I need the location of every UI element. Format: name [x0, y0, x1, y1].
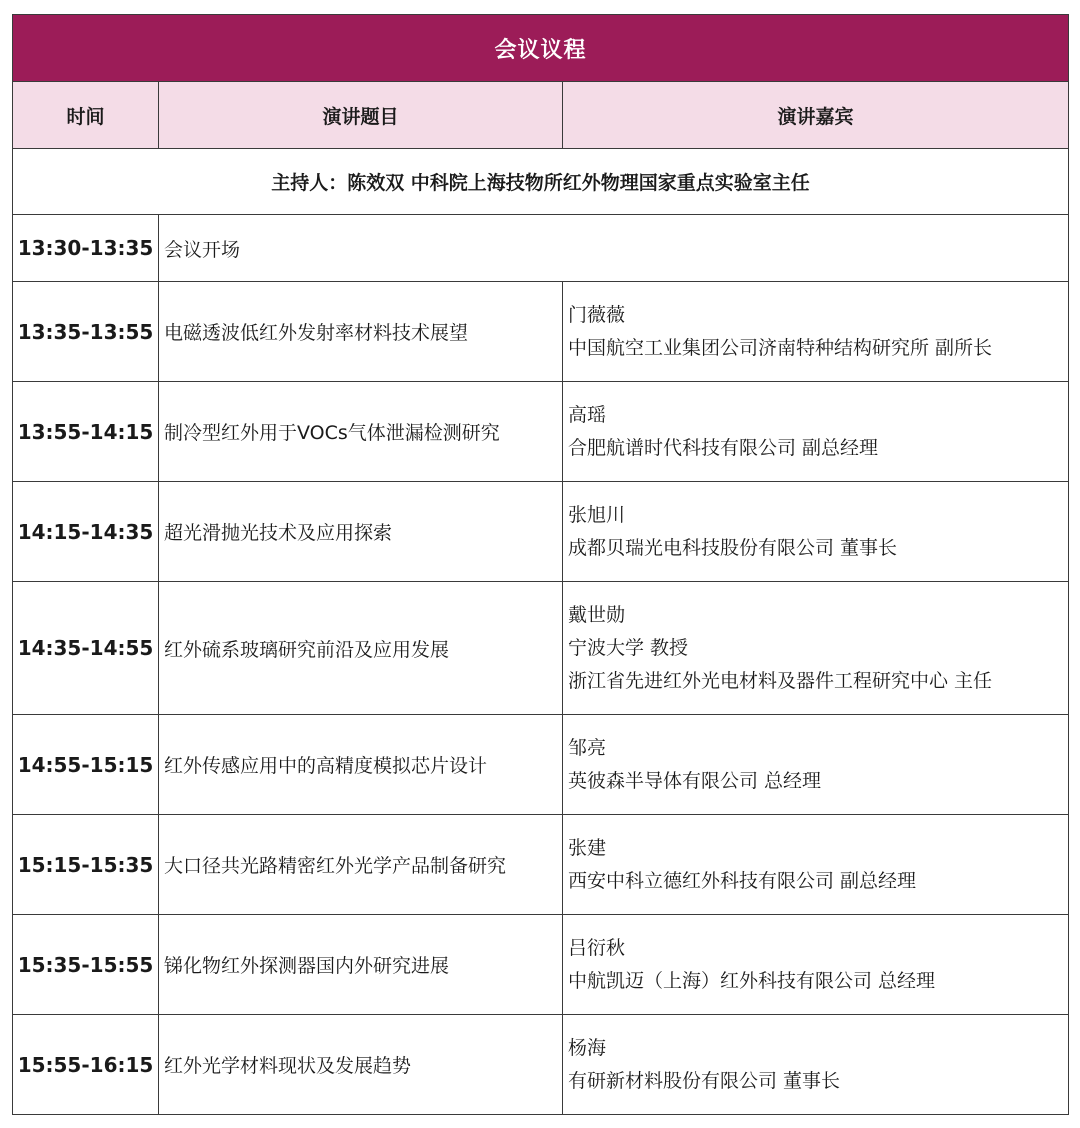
session-time: 15:15-15:35 — [13, 815, 159, 915]
session-row — [13, 1015, 1069, 1115]
speaker-affiliation: 西安中科立德红外科技有限公司 副总经理 — [568, 869, 917, 892]
host-text: 主持人：陈效双 中科院上海技物所红外物理国家重点实验室主任 — [13, 149, 1069, 215]
speaker-name: 邹亮 — [568, 736, 607, 759]
header-speaker: 演讲嘉宾 — [563, 82, 1069, 149]
session-speaker — [563, 582, 1069, 715]
session-speaker — [563, 915, 1069, 1015]
header-time: 时间 — [13, 82, 159, 149]
speaker-affiliation: 中航凯迈（上海）红外科技有限公司 总经理 — [568, 969, 936, 992]
title-row — [13, 15, 1069, 82]
speaker-affiliation: 浙江省先进红外光电材料及器件工程研究中心 主任 — [568, 669, 993, 692]
session-time: 14:15-14:35 — [13, 482, 159, 582]
session-row — [13, 482, 1069, 582]
speaker-affiliation: 宁波大学 教授 — [568, 636, 689, 659]
speaker-affiliation: 英彼森半导体有限公司 总经理 — [568, 769, 822, 792]
opening-time: 13:30-13:35 — [13, 215, 159, 282]
session-topic: 大口径共光路精密红外光学产品制备研究 — [159, 815, 563, 915]
speaker-name: 张建 — [568, 836, 607, 859]
session-time: 15:35-15:55 — [13, 915, 159, 1015]
session-topic: 红外光学材料现状及发展趋势 — [159, 1015, 563, 1115]
header-row — [13, 82, 1069, 149]
speaker-name: 门薇薇 — [568, 303, 626, 326]
session-time: 13:35-13:55 — [13, 282, 159, 382]
host-row — [13, 149, 1069, 215]
speaker-name: 吕衍秋 — [568, 936, 626, 959]
header-topic: 演讲题目 — [159, 82, 563, 149]
session-row — [13, 715, 1069, 815]
session-speaker — [563, 282, 1069, 382]
session-topic: 锑化物红外探测器国内外研究进展 — [159, 915, 563, 1015]
session-topic: 超光滑抛光技术及应用探索 — [159, 482, 563, 582]
speaker-affiliation: 中国航空工业集团公司济南特种结构研究所 副所长 — [568, 336, 993, 359]
session-speaker — [563, 382, 1069, 482]
speaker-affiliation: 合肥航谱时代科技有限公司 副总经理 — [568, 436, 879, 459]
agenda-table — [12, 14, 1069, 1115]
session-row — [13, 582, 1069, 715]
agenda-title: 会议议程 — [13, 15, 1069, 82]
sessions-body — [13, 282, 1069, 1115]
session-row — [13, 382, 1069, 482]
session-time: 15:55-16:15 — [13, 1015, 159, 1115]
speaker-name: 高瑶 — [568, 403, 607, 426]
session-topic: 红外硫系玻璃研究前沿及应用发展 — [159, 582, 563, 715]
session-row — [13, 282, 1069, 382]
session-speaker — [563, 815, 1069, 915]
speaker-affiliation: 成都贝瑞光电科技股份有限公司 董事长 — [568, 536, 898, 559]
speaker-name: 戴世勋 — [568, 603, 626, 626]
session-topic: 红外传感应用中的高精度模拟芯片设计 — [159, 715, 563, 815]
session-speaker — [563, 482, 1069, 582]
speaker-name: 张旭川 — [568, 503, 626, 526]
session-row — [13, 915, 1069, 1015]
session-time: 13:55-14:15 — [13, 382, 159, 482]
speaker-affiliation: 有研新材料股份有限公司 董事长 — [568, 1069, 841, 1092]
opening-row — [13, 215, 1069, 282]
speaker-name: 杨海 — [568, 1036, 607, 1059]
session-row — [13, 815, 1069, 915]
opening-topic: 会议开场 — [159, 215, 1069, 282]
session-time: 14:55-15:15 — [13, 715, 159, 815]
session-topic: 电磁透波低红外发射率材料技术展望 — [159, 282, 563, 382]
session-time: 14:35-14:55 — [13, 582, 159, 715]
session-topic: 制冷型红外用于VOCs气体泄漏检测研究 — [159, 382, 563, 482]
session-speaker — [563, 1015, 1069, 1115]
session-speaker — [563, 715, 1069, 815]
